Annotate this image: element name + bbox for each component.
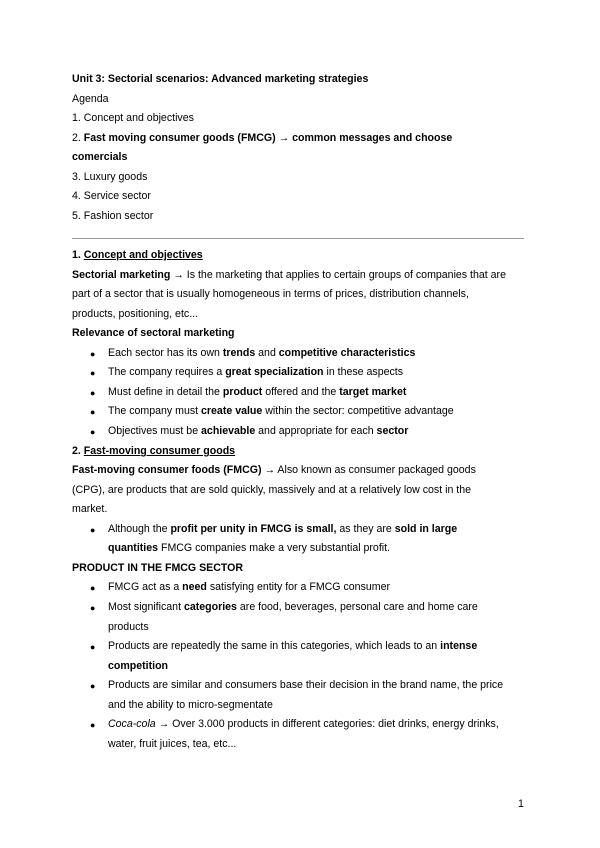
bullet-icon: ● (90, 720, 96, 730)
list-item: Products are similar and consumers base their decision in the brand name, the price (108, 679, 504, 691)
bullet-icon: ● (90, 681, 96, 691)
sectorial-marketing-definition: Sectorial marketing → Is the marketing that applies to certain groups of companies that are (72, 269, 506, 281)
definition-line-2: part of a sector that is usually homogeneous in terms of prices, distribution channels, (72, 288, 469, 300)
bullet-icon: ● (90, 583, 96, 593)
agenda-item-1: 1. Concept and objectives (72, 112, 194, 124)
bullet-icon: ● (90, 603, 96, 613)
bullet-icon: ● (90, 388, 96, 398)
agenda-item-2: 2. Fast moving consumer goods (FMCG) → common messages and choose (72, 132, 453, 144)
relevance-heading: Relevance of sectoral marketing (72, 327, 235, 339)
agenda-heading: Agenda (72, 93, 109, 105)
list-item-cont: water, fruit juices, tea, etc... (108, 738, 237, 750)
agenda-item-2-cont: comercials (72, 151, 128, 163)
page-number: 1 (518, 798, 524, 810)
section-2-heading: 2. Fast-moving consumer goods (72, 445, 236, 457)
product-heading: PRODUCT IN THE FMCG SECTOR (72, 562, 244, 574)
list-item: Each sector has its own trends and competitive characteristics (108, 347, 416, 359)
list-item: Coca-cola → Over 3.000 products in different categories: diet drinks, energy drinks, (108, 718, 499, 730)
fmcg-definition-line-2: (CPG), are products that are sold quickly, massively and at a relatively low cost in the (72, 484, 472, 496)
list-item: Must define in detail the product offered and the target market (108, 386, 407, 398)
section-1-heading: 1. Concept and objectives (72, 249, 203, 261)
bullet-icon: ● (90, 525, 96, 535)
bullet-icon: ● (90, 368, 96, 378)
list-item: Most significant categories are food, beverages, personal care and home care (108, 601, 478, 613)
definition-line-3: products, positioning, etc... (72, 308, 199, 320)
list-item: The company must create value within the sector: competitive advantage (108, 405, 454, 417)
document-title: Unit 3: Sectorial scenarios: Advanced marketing strategies (72, 73, 369, 85)
bullet-icon: ● (90, 349, 96, 359)
list-item-cont: quantities FMCG companies make a very substantial profit. (108, 542, 391, 554)
list-item-cont: and the ability to micro-segmentate (108, 699, 273, 711)
list-item: Objectives must be achievable and appropriate for each sector (108, 425, 409, 437)
list-item: Products are repeatedly the same in this categories, which leads to an intense (108, 640, 478, 652)
list-item: Although the profit per unity in FMCG is small, as they are sold in large (108, 523, 458, 535)
section-divider (72, 238, 524, 239)
list-item: The company requires a great specialization in these aspects (108, 366, 404, 378)
fmcg-definition: Fast-moving consumer foods (FMCG) → Also known as consumer packaged goods (72, 464, 476, 476)
list-item-cont: competition (108, 660, 169, 672)
bullet-icon: ● (90, 427, 96, 437)
agenda-item-4: 4. Service sector (72, 190, 151, 202)
list-item: FMCG act as a need satisfying entity for a FMCG consumer (108, 581, 391, 593)
fmcg-definition-line-3: market. (72, 503, 108, 515)
bullet-icon: ● (90, 642, 96, 652)
bullet-icon: ● (90, 407, 96, 417)
agenda-item-3: 3. Luxury goods (72, 171, 148, 183)
list-item-cont: products (108, 621, 149, 633)
agenda-item-5: 5. Fashion sector (72, 210, 154, 222)
